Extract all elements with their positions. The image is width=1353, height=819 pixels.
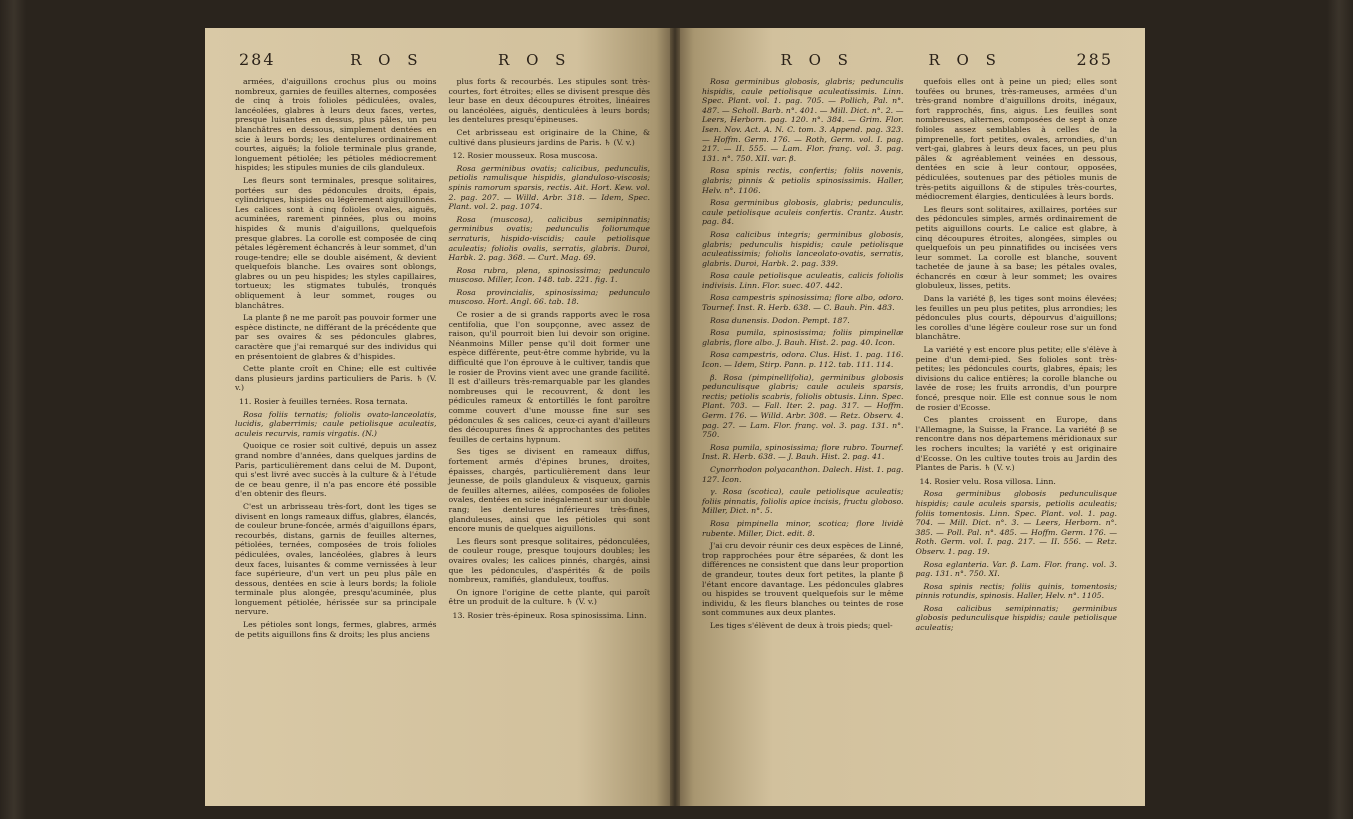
right-running-head-2: R O S — [928, 51, 1002, 69]
latin-description: Rosa spinis rectis, confertis; foliis novenis, glabris; pinnis & petiolis spinosissimis. Haller, Helv. n°. 1106. — [702, 166, 904, 195]
paragraph: Les fleurs sont terminales, presque solitaires, portées sur des pédoncules droits, épais, cylindriques, hispides ou légèrement aiguillonnés. Les calices sont à cinq folioles ovales, aiguës, acuminées, rarement pinnées, plus ou moins hispides & munis d'aiguillons, quelquefois presque glabres. La corolle est composée de cinq pétales légèrement échancrés à leur sommet, d'un rouge-tendre; elle se double aisément, & devient quelquefois blanche. Les ovaires sont oblongs, glabres ou un peu hispides; les styles capillaires, tortueux; les stigmates tubulés, tronqués obliquement à leur sommet, rouges ou blanchâtres. — [235, 175, 437, 310]
left-page — [205, 28, 670, 806]
right-page-header — [702, 50, 1117, 69]
paragraph: Ses tiges se divisent en rameaux diffus, fortement armés d'épines brunes, droites, épaisses, chargés, particulièrement dans leur jeunesse, de poils glanduleux & visqueux, garnis de feuilles alternes, ailées, composées de folioles ovales, dentées en scie inégalement sur un double rang; les dentelures inférieures très-fines, glanduleuses, ainsi que les pétioles qui sont encore munis de quelques aiguillons. — [448, 447, 650, 534]
latin-description: Rosa germinibus globosis, glabris; pedunculis hispidis, caule petiolisque aculeatissimis. Linn. Spec. Plant. vol. 1. pag. 705. — Pollich, Pal. n°. 487. — Scholl. Barb. n°. 401. — Mill. Dict. n°. 2. — Leers, Herborn. pag. 120. n°. 384. — Grim. Flor. Isen. Nov. Act. A. N. C. tom. 3. Append. pag. 323. — Hoffm. Germ. 176. — Roth, Germ. vol. I. pag. 217. — II. 555. — Lam. Flor. franç. vol. 3. pag. 131. n°. 750. XII. var. β. — [702, 77, 904, 163]
species-heading: 14. Rosier velu. Rosa villosa. Linn. — [919, 476, 1056, 486]
species-heading: 12. Rosier mousseux. Rosa muscosa. — [452, 151, 598, 161]
species-heading: 11. Rosier à feuilles ternées. Rosa ternata. — [239, 397, 408, 406]
left-page-number: 284 — [239, 50, 276, 69]
paragraph: La variété γ est encore plus petite; elle s'élève à peine d'un demi-pied. Ses folioles sont très-petites; les pédoncules courts, glabres, épais; les divisions du calice entières; la corolle blanche ou lavée de rose; les fruits arrondis, d'un pourpre foncé, presque noir. Elle est connue sous le nom de rosier d'Ecosse. — [915, 345, 1117, 412]
paragraph: On ignore l'origine de cette plante, qui paroît être un produit de la culture. ♄ (V. v.) — [448, 587, 650, 607]
paragraph: C'est un arbrisseau très-fort, dont les tiges se divisent en longs rameaux diffus, glabres, élancés, de couleur brune-foncée, armés d'aiguillons épars, recourbés, distans, garnis de feuilles alternes, pétiolées, ternées, composées de trois folioles pédiculées, ovales, lancéolées, glabres à leurs deux faces, luisantes & comme vernissées à leur face supérieure, d'un vert un peu plus pâle en dessous, dentées en scie à leurs bords; la foliole terminale plus alongée, presqu'acuminée, plus longuement pétiolée, hérissée sur sa principale nervure. — [235, 501, 437, 617]
paragraph: quefois elles ont à peine un pied; elles sont toufées ou brunes, très-rameuses, armées d'un très-grand nombre d'aiguillons droits, inégaux, fort rapprochés, fins, aigus. Les feuilles sont nombreuses, alternes, composées de sept à onze folioles assez semblables à celles de la pimprenelle, fort petites, ovales, arrondies, d'un vert-gai, glabres à leurs deux faces, un peu plus pâles & agréablement veinées en dessous, dentées en scie à leur contour, opposées, pédiculées, soutenues par des pétioles munis de très-petits aiguillons & de stipules très-courtes, médiocrement élargies, denticulées à leurs bords. — [915, 77, 1117, 202]
latin-description: Rosa germinibus globosis, glabris; pedunculis, caule petiolisque aculeis confertis. Crantz. Austr. pag. 84. — [702, 198, 904, 227]
paragraph: Dans la variété β, les tiges sont moins élevées; les feuilles un peu plus petites, plus arrondies; les pédoncules plus courts, dépourvus d'aiguillons; les corolles d'une légère couleur rose sur un fond blanchâtre. — [915, 294, 1117, 342]
paragraph: Les tiges s'élèvent de deux à trois pieds; quel- — [710, 620, 893, 630]
latin-description: Rosa rubra, plena, spinosissima; pedunculo muscoso. Miller, Icon. 148. tab. 221. fig. 1. — [448, 265, 650, 285]
paragraph: Ce rosier a de si grands rapports avec le rosa centifolia, que l'on soupçonne, avec assez de raison, qu'il pourroit bien lui devoir son origine. Néanmoins Miller pense qu'il doit former une espèce différente, peut-être comme hybride, vu la difficulté que l'on éprouve à le cultiver, tandis que le rosier de Provins vient avec une grande facilité. Il est d'ailleurs très-remarquable par les glandes nombreuses qui le recouvrent, & dont les pédicules rameux & entortillés le font paroître comme couvert d'une mousse fine sur ses pédoncules & ses calices, ceux-ci ayant d'ailleurs des découpures fines & approchantes des petites feuilles de certains hypnum. — [448, 310, 650, 444]
latin-description: Rosa pumila, spinosissima; flore rubro. Tournef. Inst. R. Herb. 638. — J. Bauh. Hist. 2. pag. 41. — [702, 442, 904, 462]
paragraph: Les fleurs sont presque solitaires, pédonculées, de couleur rouge, presque toujours doubles; les ovaires ovales; les calices pinnés, chargés, ainsi que les pédoncules, d'aspérités & de poils nombreux, ramifiés, glanduleux, touffus. — [448, 536, 650, 585]
paragraph: armées, d'aiguillons crochus plus ou moins nombreux, garnies de feuilles alternes, composées de cinq à trois folioles pédiculées, ovales, lancéolées, glabres à leurs deux faces, vertes, presque luisantes en dessus, plus pâles, un peu blanchâtres en dessous, simplement dentées en scie à leurs bords; les dentelures ordinairement courtes, aiguës; la foliole terminale plus grande, longuement pétiolée; les pétioles médiocrement hispides; les stipules munies de cils glanduleux. — [235, 77, 437, 173]
paragraph: Les fleurs sont solitaires, axillaires, portées sur des pédoncules simples, armés ordinairement de petits aiguillons courts. Le calice est glabre, à cinq découpures étroites, alongées, simples ou quelquefois un peu pinnatifides ou incisées vers leur sommet. La corolle est blanche, souvent tachetée de jaune à sa base; les pétales ovales, échancrés en cœur à leur sommet; les ovaires globuleux, lisses, petits. — [915, 204, 1117, 291]
latin-description: γ. Rosa (scotica), caule petiolisque aculeatis; foliis pinnatis, foliolis apice incisis, fructu globoso. Miller, Dict. n°. 5. — [702, 487, 904, 516]
latin-description: Cynorrhodon polyacanthon. Dalech. Hist. 1. pag. 127. Icon. — [702, 464, 904, 484]
latin-description: Rosa pimpinella minor, scotica; flore lividè rubente. Miller, Dict. edit. 8. — [702, 518, 904, 538]
left-running-head-2: R O S — [498, 51, 572, 69]
right-page — [680, 28, 1145, 806]
latin-description: Rosa provincialis, spinosissima; pedunculo muscoso. Hort. Angl. 66. tab. 18. — [448, 287, 650, 307]
paragraph: plus forts & recourbés. Les stipules sont très-courtes, fort étroites; elles se divisent presque dès leur base en deux découpures étroites, linéaires ou lancéolées, aiguës, denticulées à leurs bords; les dentelures presqu'épineuses. — [448, 77, 650, 125]
latin-description: Rosa foliis ternatis; foliolis ovato-lanceolatis, lucidis, glaberrimis; caule petiolisque aculeatis, aculeis recurvis, ramis virgatis. (N.) — [235, 409, 437, 438]
paragraph: J'ai cru devoir réunir ces deux espèces de Linné, trop rapprochées pour être séparées, & dont les différences ne consistent que dans leur proportion de grandeur, toutes deux fort petites, la plante β l'étant encore davantage. Les pédoncules glabres ou hispides se trouvent quelquefois sur le même individu, & les fleurs blanches ou teintes de rose sont communes aux deux plantes. — [702, 541, 904, 618]
right-running-head: R O S — [780, 51, 854, 69]
latin-description: Rosa calicibus semipinnatis; germinibus globosis pedunculisque hispidis; caule petiolisque aculeatis; — [915, 603, 1117, 633]
latin-description: Rosa spinis rectis; foliis quinis, tomentosis; pinnis rotundis, spinosis. Haller, Helv. n°. 1105. — [915, 581, 1117, 601]
paragraph: La plante β ne me paroît pas pouvoir former une espèce distincte, ne différant de la précédente que par ses ovaires & ses pédoncules glabres, caractère que j'ai remarqué sur des individus qui en présentoient de glabres & d'hispides. — [235, 313, 437, 361]
paragraph: Ces plantes croissent en Europe, dans l'Allemagne, la Suisse, la France. La variété β se rencontre dans nos départemens méridionaux sur les rochers incultes; la variété γ est originaire d'Ecosse. On les cultive toutes trois au Jardin des Plantes de Paris. ♄ (V. v.) — [915, 415, 1117, 473]
paragraph: Les pétioles sont longs, fermes, glabres, armés de petits aiguillons fins & droits; les plus anciens — [235, 620, 437, 639]
latin-description: Rosa germinibus globosis pedunculisque hispidis; caule aculeis sparsis, petiolis aculeatis; foliis tomentosis. Linn. Spec. Plant. vol. 1. pag. 704. — Mill. Dict. n°. 3. — Leers, Herborn. n°. 385. — Poll. Pal. n°. 485. — Hoffm. Germ. 176. — Roth. Germ. vol. I. pag. 217. — II. 556. — Retz. Observ. 1. pag. 19. — [915, 489, 1117, 556]
latin-description: Rosa campestris, odora. Clus. Hist. 1. pag. 116. Icon. — Idem, Stirp. Pann. p. 112. tab. 111. 114. — [702, 350, 904, 370]
paragraph: Cette plante croît en Chine; elle est cultivée dans plusieurs jardins particuliers de Paris. ♄ (V. v.) — [235, 364, 437, 393]
left-page-header — [235, 50, 650, 69]
paragraph: Quoique ce rosier soit cultivé, depuis un assez grand nombre d'années, dans quelques jardins de Paris, particulièrement dans celui de M. Dupont, qui s'est livré avec succès à la culture & à l'étude de ce beau genre, il n'a pas encore été possible d'en obtenir des fleurs. — [235, 441, 437, 499]
left-running-head: R O S — [350, 51, 424, 69]
latin-description: Rosa eglanteria. Var. β. Lam. Flor. franç. vol. 3. pag. 131. n°. 750. XI. — [915, 559, 1117, 579]
left-column-1 — [235, 77, 437, 642]
species-heading: 13. Rosier très-épineux. Rosa spinosissima. Linn. — [452, 610, 647, 620]
right-column-1 — [702, 77, 904, 636]
latin-description: Rosa caule petiolisque aculeatis, calicis foliolis indivisis. Linn. Flor. suec. 407. 442. — [702, 271, 904, 290]
latin-description: Rosa dunensis. Dodon. Pempt. 187. — [710, 315, 850, 325]
right-column-2 — [916, 77, 1118, 636]
latin-description: Rosa germinibus ovatis; calicibus, pedunculis, petiolis ramulisque hispidis, glanduloso-viscosis; spinis ramorum sparsis, rectis. Ait. Hort. Kew. vol. 2. pag. 207. — Willd. Arbr. 318. — Idem, Spec. Plant. vol. 2. pag. 1074. — [448, 163, 650, 212]
paragraph: Cet arbrisseau est originaire de la Chine, & cultivé dans plusieurs jardins de Paris. ♄ (V. v.) — [448, 127, 650, 147]
latin-description: Rosa campestris spinosissima; flore albo, odoro. Tournef. Inst. R. Herb. 638. — C. Bauh. Pin. 483. — [702, 293, 904, 313]
latin-description: Rosa calicibus integris; germinibus globosis, glabris; pedunculis hispidis; caule petiolisque aculeatissimis; foliolis lanceolato-ovatis, serratis, glabris. Duroi, Harbk. 2. pag. 339. — [702, 229, 904, 268]
latin-description: Rosa (muscosa), calicibus semipinnatis; germinibus ovatis; pedunculis foliorumque serraturis, hispido-viscidis; caule petiolisque aculeatis; foliolis ovalis, serratis, glabris. Duroi, Harbk. 2. pag. 368. — Curt. Mag. 69. — [448, 214, 650, 263]
left-column-2 — [449, 77, 651, 642]
latin-description: β. Rosa (pimpinellifolia), germinibus globosis pedunculisque glabris; caule aculeis sparsis, rectis; petiolis scabris, foliolis obtusis. Linn. Spec. Plant. 703. — Fall. Iter. 2. pag. 317. — Hoffm. Germ. 176. — Willd. Arbr. 308. — Retz. Observ. 4. pag. 27. — Lam. Flor. franç. vol. 3. pag. 131. n°. 750. — [702, 372, 904, 440]
latin-description: Rosa pumila, spinosissima; foliis pimpinellæ glabris, flore albo. J. Bauh. Hist. 2. pag. 40. Icon. — [702, 328, 904, 347]
right-page-number: 285 — [1076, 50, 1113, 69]
